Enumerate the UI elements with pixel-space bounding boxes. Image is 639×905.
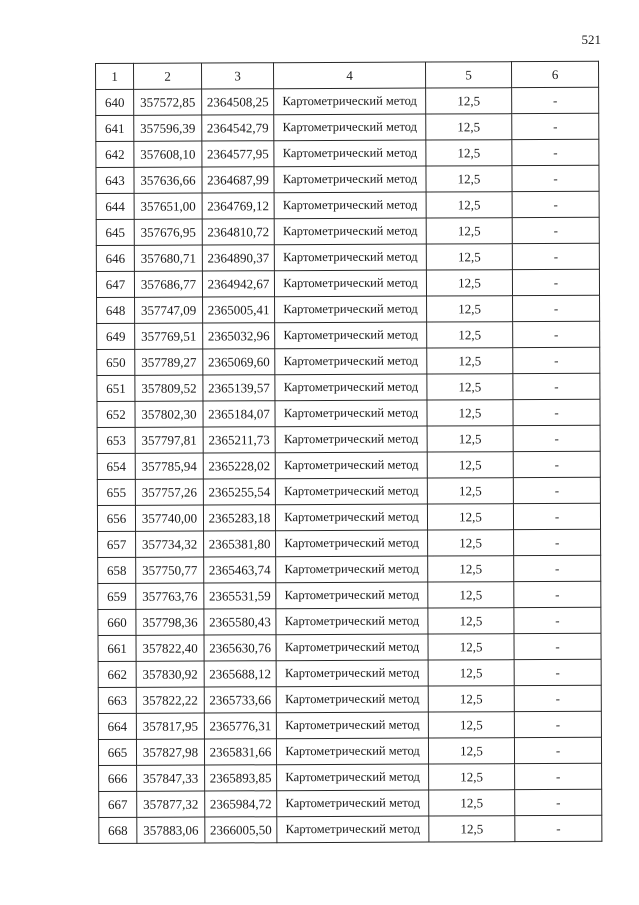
note-cell: -	[512, 243, 599, 269]
note-cell: -	[512, 139, 599, 165]
y-coordinate-cell: 2365381,80	[204, 531, 276, 557]
point-number-cell: 646	[96, 245, 134, 271]
table-row	[96, 139, 599, 167]
point-number-cell: 652	[97, 401, 135, 427]
point-number-cell: 665	[98, 739, 136, 765]
header-row	[96, 61, 599, 89]
note-cell: -	[513, 503, 600, 529]
point-number-cell: 656	[97, 505, 135, 531]
note-cell: -	[512, 191, 599, 217]
y-coordinate-cell: 2365032,96	[203, 323, 275, 349]
y-coordinate-cell: 2364942,67	[202, 271, 274, 297]
table-row	[97, 477, 600, 505]
note-cell: -	[513, 451, 600, 477]
accuracy-cell: 12,5	[427, 400, 513, 426]
note-cell: -	[512, 269, 599, 295]
accuracy-cell: 12,5	[427, 504, 513, 530]
method-cell: Картометрический метод	[276, 556, 428, 583]
note-cell: -	[514, 711, 601, 737]
x-coordinate-cell: 357789,27	[135, 349, 203, 375]
y-coordinate-cell: 2364577,95	[202, 141, 274, 167]
y-coordinate-cell: 2365228,02	[203, 453, 275, 479]
accuracy-cell: 12,5	[426, 140, 512, 166]
y-coordinate-cell: 2365283,18	[203, 505, 275, 531]
table-header	[96, 61, 599, 89]
point-number-cell: 642	[96, 141, 134, 167]
y-coordinate-cell: 2365580,43	[204, 609, 276, 635]
page-number: 521	[581, 32, 601, 47]
table-row	[96, 113, 599, 141]
x-coordinate-cell: 357651,00	[134, 193, 202, 219]
method-cell: Картометрический метод	[274, 218, 426, 245]
accuracy-cell: 12,5	[429, 764, 515, 790]
note-cell: -	[512, 113, 599, 139]
point-number-cell: 650	[97, 349, 135, 375]
note-cell: -	[515, 789, 602, 815]
accuracy-cell: 12,5	[427, 452, 513, 478]
point-number-cell: 659	[98, 583, 136, 609]
point-number-cell: 644	[96, 193, 134, 219]
table-row	[98, 607, 601, 635]
table-row	[97, 347, 600, 375]
header-col-2: 2	[134, 63, 202, 89]
note-cell: -	[512, 217, 599, 243]
accuracy-cell: 12,5	[428, 530, 514, 556]
table-row	[96, 269, 599, 297]
x-coordinate-cell: 357822,22	[136, 687, 204, 713]
x-coordinate-cell: 357809,52	[135, 375, 203, 401]
y-coordinate-cell: 2365255,54	[203, 479, 275, 505]
method-cell: Картометрический метод	[276, 712, 428, 739]
point-number-cell: 661	[98, 635, 136, 661]
x-coordinate-cell: 357750,77	[136, 557, 204, 583]
point-number-cell: 666	[99, 765, 137, 791]
table-row	[99, 789, 602, 817]
x-coordinate-cell: 357757,26	[135, 479, 203, 505]
point-number-cell: 667	[99, 791, 137, 817]
x-coordinate-cell: 357734,32	[136, 531, 204, 557]
y-coordinate-cell: 2365893,85	[205, 765, 277, 791]
method-cell: Картометрический метод	[277, 816, 429, 843]
method-cell: Картометрический метод	[274, 114, 426, 141]
note-cell: -	[513, 477, 600, 503]
table-row	[98, 659, 601, 687]
point-number-cell: 651	[97, 375, 135, 401]
note-cell: -	[513, 321, 600, 347]
note-cell: -	[514, 737, 601, 763]
table-row	[97, 399, 600, 427]
method-cell: Картометрический метод	[276, 530, 428, 557]
y-coordinate-cell: 2365005,41	[203, 297, 275, 323]
method-cell: Картометрический метод	[274, 88, 426, 115]
method-cell: Картометрический метод	[277, 764, 429, 791]
method-cell: Картометрический метод	[275, 478, 427, 505]
method-cell: Картометрический метод	[275, 426, 427, 453]
x-coordinate-cell: 357822,40	[136, 635, 204, 661]
method-cell: Картометрический метод	[276, 686, 428, 713]
x-coordinate-cell: 357785,94	[135, 453, 203, 479]
accuracy-cell: 12,5	[427, 374, 513, 400]
x-coordinate-cell: 357769,51	[135, 323, 203, 349]
note-cell: -	[514, 555, 601, 581]
point-number-cell: 653	[97, 427, 135, 453]
point-number-cell: 649	[97, 323, 135, 349]
y-coordinate-cell: 2364810,72	[202, 219, 274, 245]
accuracy-cell: 12,5	[428, 608, 514, 634]
table-row	[98, 685, 601, 713]
accuracy-cell: 12,5	[429, 790, 515, 816]
method-cell: Картометрический метод	[275, 400, 427, 427]
x-coordinate-cell: 357798,36	[136, 609, 204, 635]
accuracy-cell: 12,5	[426, 114, 512, 140]
accuracy-cell: 12,5	[428, 556, 514, 582]
method-cell: Картометрический метод	[274, 192, 426, 219]
x-coordinate-cell: 357830,92	[136, 661, 204, 687]
header-col-4: 4	[274, 62, 426, 89]
method-cell: Картометрический метод	[274, 244, 426, 271]
y-coordinate-cell: 2364687,99	[202, 167, 274, 193]
method-cell: Картометрический метод	[276, 608, 428, 635]
x-coordinate-cell: 357797,81	[135, 427, 203, 453]
accuracy-cell: 12,5	[426, 192, 512, 218]
note-cell: -	[513, 295, 600, 321]
accuracy-cell: 12,5	[427, 478, 513, 504]
accuracy-cell: 12,5	[428, 660, 514, 686]
y-coordinate-cell: 2365069,60	[203, 349, 275, 375]
method-cell: Картометрический метод	[275, 504, 427, 531]
table-row	[98, 633, 601, 661]
note-cell: -	[514, 581, 601, 607]
x-coordinate-cell: 357877,32	[137, 791, 205, 817]
y-coordinate-cell: 2364508,25	[202, 89, 274, 115]
x-coordinate-cell: 357680,71	[134, 245, 202, 271]
accuracy-cell: 12,5	[428, 738, 514, 764]
accuracy-cell: 12,5	[428, 582, 514, 608]
y-coordinate-cell: 2364769,12	[202, 193, 274, 219]
table-row	[99, 815, 602, 843]
method-cell: Картометрический метод	[274, 166, 426, 193]
table-body	[96, 87, 602, 843]
note-cell: -	[513, 399, 600, 425]
y-coordinate-cell: 2365211,73	[203, 427, 275, 453]
note-cell: -	[513, 347, 600, 373]
note-cell: -	[514, 633, 601, 659]
x-coordinate-cell: 357636,66	[134, 167, 202, 193]
accuracy-cell: 12,5	[427, 426, 513, 452]
point-number-cell: 668	[99, 817, 137, 843]
y-coordinate-cell: 2365831,66	[204, 739, 276, 765]
y-coordinate-cell: 2365733,66	[204, 687, 276, 713]
y-coordinate-cell: 2366005,50	[205, 817, 277, 843]
method-cell: Картометрический метод	[276, 660, 428, 687]
accuracy-cell: 12,5	[428, 712, 514, 738]
accuracy-cell: 12,5	[426, 244, 512, 270]
table-row	[97, 451, 600, 479]
point-number-cell: 664	[98, 713, 136, 739]
point-number-cell: 641	[96, 115, 134, 141]
y-coordinate-cell: 2365139,57	[203, 375, 275, 401]
y-coordinate-cell: 2365184,07	[203, 401, 275, 427]
accuracy-cell: 12,5	[426, 88, 512, 114]
note-cell: -	[514, 607, 601, 633]
method-cell: Картометрический метод	[275, 322, 427, 349]
table-row	[98, 555, 601, 583]
table-row	[97, 425, 600, 453]
x-coordinate-cell: 357802,30	[135, 401, 203, 427]
note-cell: -	[514, 659, 601, 685]
x-coordinate-cell: 357686,77	[134, 271, 202, 297]
method-cell: Картометрический метод	[275, 374, 427, 401]
x-coordinate-cell: 357747,09	[135, 297, 203, 323]
y-coordinate-cell: 2365688,12	[204, 661, 276, 687]
y-coordinate-cell: 2365984,72	[205, 791, 277, 817]
note-cell: -	[514, 685, 601, 711]
table-row	[98, 581, 601, 609]
accuracy-cell: 12,5	[427, 348, 513, 374]
note-cell: -	[514, 529, 601, 555]
table-row	[96, 243, 599, 271]
x-coordinate-cell: 357740,00	[135, 505, 203, 531]
note-cell: -	[513, 373, 600, 399]
header-col-3: 3	[202, 63, 274, 89]
accuracy-cell: 12,5	[428, 634, 514, 660]
accuracy-cell: 12,5	[429, 816, 515, 842]
point-number-cell: 657	[98, 531, 136, 557]
y-coordinate-cell: 2365776,31	[204, 713, 276, 739]
method-cell: Картометрический метод	[277, 790, 429, 817]
table-row	[98, 711, 601, 739]
note-cell: -	[515, 763, 602, 789]
x-coordinate-cell: 357883,06	[137, 817, 205, 843]
accuracy-cell: 12,5	[428, 686, 514, 712]
point-number-cell: 640	[96, 89, 134, 115]
table-row	[97, 295, 600, 323]
header-col-1: 1	[96, 63, 134, 89]
y-coordinate-cell: 2364890,37	[202, 245, 274, 271]
header-col-6: 6	[511, 61, 598, 87]
x-coordinate-cell: 357847,33	[137, 765, 205, 791]
table-row	[96, 165, 599, 193]
method-cell: Картометрический метод	[274, 140, 426, 167]
table-row	[97, 321, 600, 349]
point-number-cell: 645	[96, 219, 134, 245]
table-row	[97, 373, 600, 401]
coordinates-table	[95, 61, 602, 844]
accuracy-cell: 12,5	[426, 270, 512, 296]
method-cell: Картометрический метод	[276, 738, 428, 765]
y-coordinate-cell: 2364542,79	[202, 115, 274, 141]
method-cell: Картометрический метод	[275, 348, 427, 375]
table-row	[98, 737, 601, 765]
x-coordinate-cell: 357817,95	[136, 713, 204, 739]
table-row	[98, 529, 601, 557]
x-coordinate-cell: 357827,98	[136, 739, 204, 765]
point-number-cell: 648	[97, 297, 135, 323]
accuracy-cell: 12,5	[427, 322, 513, 348]
note-cell: -	[515, 815, 602, 841]
accuracy-cell: 12,5	[426, 166, 512, 192]
method-cell: Картометрический метод	[275, 452, 427, 479]
note-cell: -	[512, 87, 599, 113]
point-number-cell: 658	[98, 557, 136, 583]
table-row	[99, 763, 602, 791]
note-cell: -	[513, 425, 600, 451]
table-row	[96, 87, 599, 115]
method-cell: Картометрический метод	[274, 270, 426, 297]
x-coordinate-cell: 357763,76	[136, 583, 204, 609]
point-number-cell: 662	[98, 661, 136, 687]
x-coordinate-cell: 357676,95	[134, 219, 202, 245]
x-coordinate-cell: 357596,39	[134, 115, 202, 141]
header-col-5: 5	[425, 62, 511, 88]
table-row	[97, 503, 600, 531]
point-number-cell: 647	[96, 271, 134, 297]
x-coordinate-cell: 357572,85	[134, 89, 202, 115]
y-coordinate-cell: 2365630,76	[204, 635, 276, 661]
accuracy-cell: 12,5	[427, 296, 513, 322]
method-cell: Картометрический метод	[276, 582, 428, 609]
method-cell: Картометрический метод	[276, 634, 428, 661]
point-number-cell: 654	[97, 453, 135, 479]
table-row	[96, 217, 599, 245]
method-cell: Картометрический метод	[275, 296, 427, 323]
note-cell: -	[512, 165, 599, 191]
point-number-cell: 660	[98, 609, 136, 635]
y-coordinate-cell: 2365463,74	[204, 557, 276, 583]
x-coordinate-cell: 357608,10	[134, 141, 202, 167]
point-number-cell: 663	[98, 687, 136, 713]
y-coordinate-cell: 2365531,59	[204, 583, 276, 609]
point-number-cell: 643	[96, 167, 134, 193]
table-row	[96, 191, 599, 219]
point-number-cell: 655	[97, 479, 135, 505]
accuracy-cell: 12,5	[426, 218, 512, 244]
